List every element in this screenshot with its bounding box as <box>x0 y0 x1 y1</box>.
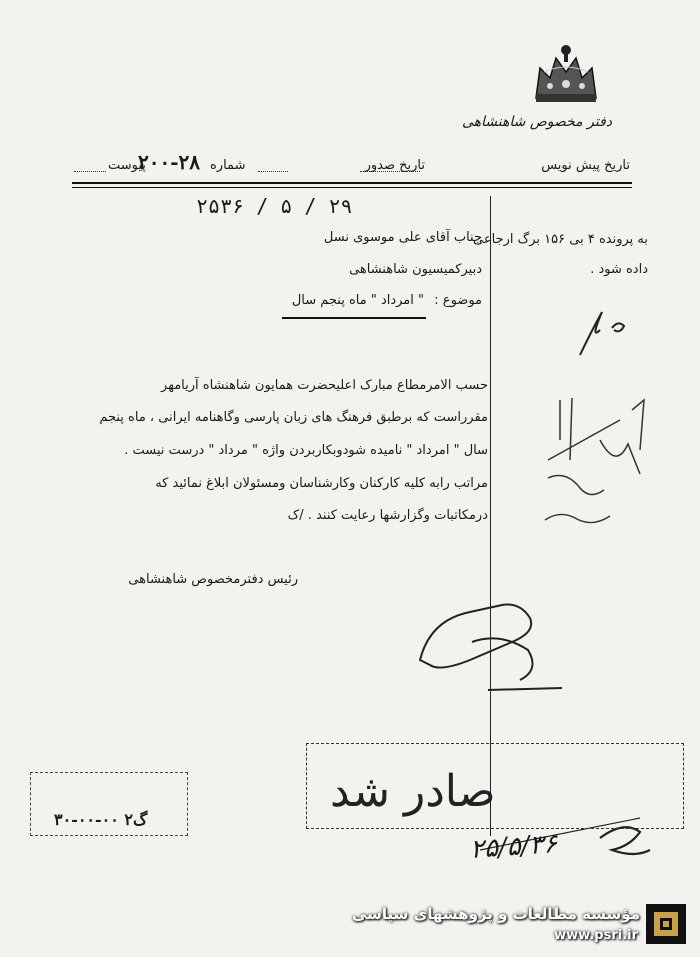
number-label: شماره <box>210 158 246 173</box>
header-rule-thin <box>72 187 632 188</box>
margin-note-line1: به پرونده ۴ بی ۱۵۶ برگ ارجاعی <box>472 232 648 247</box>
date-issue-dots <box>258 171 288 172</box>
issued-stamp-text: صادر شد <box>330 766 496 817</box>
letterhead-office: دفتر مخصوص شاهنشاهی <box>461 114 612 130</box>
signature-title: رئیس دفترمخصوص شاهنشاهی <box>128 572 298 587</box>
body-line-3: سال " امرداد " نامیده شودوبکاربردن واژه " مرداد " درست نیست . <box>124 443 488 458</box>
subject-underline <box>282 317 426 319</box>
recipient-name: جناب آقای علی موسوی نسل <box>323 230 482 245</box>
attachment-dots <box>74 171 106 172</box>
margin-divider <box>490 196 491 836</box>
body-line-4: مراتب رابه کلیه کارکنان وکارشناسان ومسئولان ابلاغ نمائید که <box>155 476 488 491</box>
body-line-5: درمکاتبات وگزارشها رعایت کنند . /ک <box>287 508 488 523</box>
number-value: ۲۰۰-۲۸ <box>138 150 201 174</box>
watermark-institute: مؤسسه مطالعات و پژوهشهای سیاسی <box>351 905 640 923</box>
date-prewrite-label: تاریخ پیش نویس <box>541 158 630 173</box>
body-line-2: مقرراست که برطبق فرهنگ های زبان پارسی وگاهنامه ایرانی ، ماه پنجم <box>99 410 488 425</box>
watermark-url: www.psri.ir <box>554 928 638 943</box>
body-line-1: حسب الامرمطاع مبارک اعلیحضرت همایون شاهنشاه آریامهر <box>161 378 488 393</box>
letter-date: ۲۵۳۶ / ۵ / ۲۹ <box>196 194 353 218</box>
attachment-label: پیوست <box>108 158 146 173</box>
subject-label: موضوع : <box>434 293 482 308</box>
margin-note-line2: داده شود . <box>590 262 648 277</box>
issued-stamp-date: ۲۵/۵/۳۶ <box>469 828 559 866</box>
psri-logo-icon <box>646 904 686 944</box>
date-issue-label: تاریخ صدور <box>364 158 425 173</box>
file-stamp-text: ۳۰-۰۰-۰۰ گ۲ <box>54 810 148 829</box>
recipient-title: دبیرکمیسیون شاهنشاهی <box>349 262 482 277</box>
subject-text: " امرداد " ماه پنجم سال <box>291 293 424 308</box>
crown-emblem-icon <box>530 42 602 106</box>
header-rule <box>72 182 632 184</box>
